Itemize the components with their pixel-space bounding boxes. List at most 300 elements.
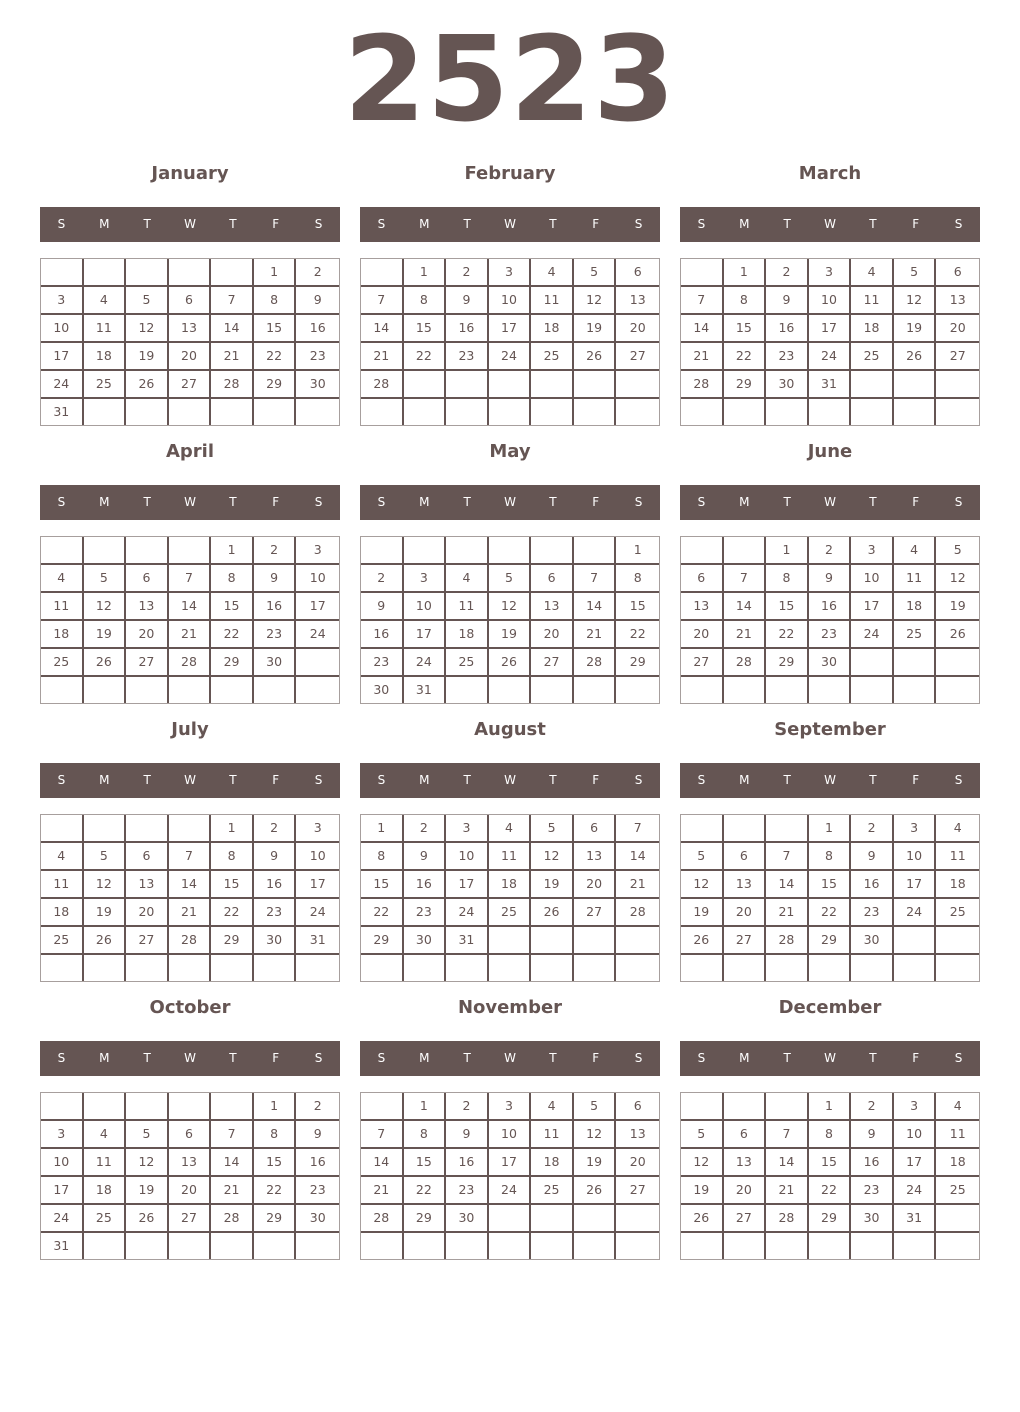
day-cell: 28 [211,371,254,399]
empty-cell [169,815,212,843]
day-cell: 28 [361,371,404,399]
day-cell: 23 [446,1177,489,1205]
day-cell: 25 [489,899,532,927]
day-cell: 26 [894,343,937,371]
weekday-label: M [739,1051,750,1065]
day-cell: 14 [169,871,212,899]
empty-cell [681,1093,724,1121]
day-cell: 23 [296,1177,339,1205]
month-title: April [165,441,215,462]
weekday-label: M [419,773,430,787]
weekday-label: S [697,217,706,231]
day-cell: 27 [616,343,659,371]
day-cell: 23 [851,899,894,927]
day-cell: 28 [766,927,809,955]
day-cell: 14 [574,593,617,621]
day-cell: 13 [681,593,724,621]
day-grid [40,536,340,704]
weekday-label: T [869,495,877,509]
weekday-label: W [504,773,516,787]
day-cell: 29 [254,1205,297,1233]
weekday-label: M [99,773,110,787]
day-cell: 17 [41,1177,84,1205]
day-cell: 29 [404,1205,447,1233]
day-cell: 22 [211,899,254,927]
day-cell: 7 [766,1121,809,1149]
empty-cell [296,399,339,425]
empty-cell [531,927,574,955]
day-cell: 8 [404,1121,447,1149]
empty-cell [296,1233,339,1259]
day-cell: 23 [404,899,447,927]
day-cell: 31 [894,1205,937,1233]
day-cell: 21 [766,899,809,927]
day-cell: 30 [361,677,404,703]
day-cell: 1 [404,259,447,287]
empty-cell [574,1233,617,1259]
empty-cell [531,371,574,399]
day-cell: 27 [126,649,169,677]
day-cell: 11 [531,287,574,315]
empty-cell [169,1093,212,1121]
weekday-label: F [912,1051,920,1065]
day-cell: 10 [404,593,447,621]
day-cell: 22 [809,899,852,927]
empty-cell [84,537,127,565]
empty-cell [41,537,84,565]
day-cell: 24 [489,1177,532,1205]
day-cell: 28 [574,649,617,677]
weekday-label: F [592,495,600,509]
day-cell: 3 [446,815,489,843]
day-cell: 4 [936,1093,979,1121]
day-cell: 28 [724,649,767,677]
day-cell: 21 [616,871,659,899]
empty-cell [766,1093,809,1121]
day-cell: 13 [169,315,212,343]
day-cell: 11 [84,1149,127,1177]
weekday-header [40,485,340,520]
day-cell: 27 [681,649,724,677]
empty-cell [616,677,659,703]
weekday-label: F [272,217,280,231]
empty-cell [169,537,212,565]
day-cell: 2 [296,1093,339,1121]
weekday-label: W [824,495,836,509]
day-cell: 4 [894,537,937,565]
day-cell: 31 [296,927,339,955]
empty-cell [126,955,169,981]
empty-cell [574,1205,617,1233]
day-cell: 14 [616,843,659,871]
empty-cell [361,537,404,565]
day-cell: 9 [851,1121,894,1149]
day-cell: 5 [531,815,574,843]
day-cell: 19 [84,621,127,649]
empty-cell [724,815,767,843]
day-cell: 10 [41,1149,84,1177]
empty-cell [41,259,84,287]
day-cell: 5 [126,287,169,315]
day-cell: 20 [574,871,617,899]
day-cell: 24 [404,649,447,677]
weekday-label: F [592,773,600,787]
weekday-label: W [824,1051,836,1065]
weekday-header [360,207,660,242]
empty-cell [894,371,937,399]
weekday-label: T [783,773,791,787]
empty-cell [724,537,767,565]
day-cell: 18 [851,315,894,343]
day-cell: 7 [211,1121,254,1149]
weekday-label: T [143,217,151,231]
empty-cell [894,399,937,425]
day-cell: 11 [446,593,489,621]
day-cell: 23 [254,899,297,927]
day-grid [360,1092,660,1260]
day-cell: 11 [851,287,894,315]
weekday-label: S [954,495,963,509]
day-cell: 11 [41,593,84,621]
empty-cell [616,399,659,425]
empty-cell [724,1093,767,1121]
empty-cell [489,399,532,425]
day-cell: 18 [531,315,574,343]
weekday-label: F [912,217,920,231]
empty-cell [724,955,767,981]
day-grid [40,258,340,426]
empty-cell [851,649,894,677]
empty-cell [126,399,169,425]
empty-cell [41,1093,84,1121]
empty-cell [169,955,212,981]
day-cell: 11 [894,565,937,593]
day-cell: 1 [809,1093,852,1121]
day-cell: 14 [361,315,404,343]
weekday-label: S [697,1051,706,1065]
empty-cell [169,677,212,703]
empty-cell [41,677,84,703]
weekday-label: W [184,773,196,787]
weekday-label: F [592,217,600,231]
day-cell: 5 [681,843,724,871]
day-cell: 21 [169,899,212,927]
weekday-label: T [143,773,151,787]
empty-cell [126,259,169,287]
day-cell: 1 [809,815,852,843]
empty-cell [211,1093,254,1121]
empty-cell [616,1233,659,1259]
day-cell: 20 [724,899,767,927]
day-cell: 13 [616,287,659,315]
weekday-label: W [504,1051,516,1065]
day-cell: 9 [404,843,447,871]
weekday-label: S [954,1051,963,1065]
month-title: June [807,441,853,462]
day-grid [680,536,980,704]
empty-cell [296,649,339,677]
day-cell: 29 [211,649,254,677]
day-grid [680,258,980,426]
day-cell: 2 [361,565,404,593]
empty-cell [126,1233,169,1259]
weekday-label: T [229,773,237,787]
day-cell: 2 [809,537,852,565]
day-cell: 14 [211,315,254,343]
day-cell: 7 [169,565,212,593]
day-cell: 4 [41,843,84,871]
day-cell: 10 [446,843,489,871]
empty-cell [936,399,979,425]
day-cell: 17 [41,343,84,371]
weekday-label: S [314,773,323,787]
weekday-header [40,763,340,798]
empty-cell [361,259,404,287]
day-cell: 19 [126,1177,169,1205]
day-cell: 22 [254,343,297,371]
empty-cell [851,955,894,981]
day-cell: 6 [724,1121,767,1149]
day-cell: 22 [724,343,767,371]
empty-cell [574,677,617,703]
day-cell: 6 [616,1093,659,1121]
day-cell: 24 [851,621,894,649]
empty-cell [724,1233,767,1259]
day-cell: 17 [894,1149,937,1177]
empty-cell [404,371,447,399]
day-cell: 1 [254,1093,297,1121]
day-cell: 3 [851,537,894,565]
day-cell: 9 [766,287,809,315]
day-grid [40,814,340,982]
day-cell: 13 [724,871,767,899]
empty-cell [531,1205,574,1233]
day-cell: 13 [169,1149,212,1177]
month-title: August [474,719,546,740]
day-cell: 30 [254,927,297,955]
day-cell: 16 [404,871,447,899]
day-cell: 1 [254,259,297,287]
empty-cell [809,677,852,703]
day-cell: 5 [84,565,127,593]
month-title: November [457,997,563,1018]
empty-cell [936,955,979,981]
empty-cell [681,815,724,843]
day-cell: 21 [169,621,212,649]
weekday-label: S [954,217,963,231]
empty-cell [616,927,659,955]
empty-cell [41,815,84,843]
day-cell: 20 [681,621,724,649]
empty-cell [894,1233,937,1259]
day-cell: 31 [809,371,852,399]
empty-cell [851,1233,894,1259]
day-cell: 15 [211,593,254,621]
day-cell: 20 [126,621,169,649]
weekday-label: T [869,217,877,231]
day-cell: 26 [681,927,724,955]
weekday-label: S [634,773,643,787]
empty-cell [254,1233,297,1259]
day-cell: 17 [851,593,894,621]
day-cell: 4 [851,259,894,287]
day-cell: 13 [724,1149,767,1177]
day-cell: 3 [809,259,852,287]
day-cell: 6 [724,843,767,871]
empty-cell [809,399,852,425]
empty-cell [851,399,894,425]
weekday-label: S [377,1051,386,1065]
month-title: July [171,719,209,740]
day-cell: 12 [574,1121,617,1149]
day-cell: 29 [254,371,297,399]
empty-cell [126,677,169,703]
day-grid [680,1092,980,1260]
day-cell: 9 [446,287,489,315]
day-cell: 7 [681,287,724,315]
empty-cell [894,649,937,677]
weekday-label: T [229,1051,237,1065]
day-cell: 18 [84,343,127,371]
day-cell: 30 [296,371,339,399]
day-cell: 26 [126,371,169,399]
day-cell: 3 [489,259,532,287]
day-cell: 5 [681,1121,724,1149]
day-cell: 25 [41,927,84,955]
day-cell: 16 [446,1149,489,1177]
day-cell: 13 [936,287,979,315]
empty-cell [489,677,532,703]
day-grid [680,814,980,982]
day-cell: 17 [489,315,532,343]
day-cell: 12 [531,843,574,871]
weekday-label: T [549,773,557,787]
empty-cell [766,815,809,843]
day-cell: 27 [169,1205,212,1233]
day-cell: 2 [296,259,339,287]
day-cell: 22 [404,1177,447,1205]
day-cell: 12 [681,871,724,899]
day-cell: 27 [724,927,767,955]
day-cell: 3 [404,565,447,593]
day-cell: 6 [681,565,724,593]
day-cell: 11 [531,1121,574,1149]
day-cell: 12 [126,315,169,343]
day-cell: 18 [489,871,532,899]
day-cell: 28 [361,1205,404,1233]
day-cell: 20 [169,1177,212,1205]
day-cell: 1 [404,1093,447,1121]
day-cell: 26 [489,649,532,677]
day-cell: 11 [936,1121,979,1149]
day-cell: 10 [894,1121,937,1149]
empty-cell [254,677,297,703]
day-cell: 9 [296,287,339,315]
day-cell: 11 [489,843,532,871]
day-cell: 7 [574,565,617,593]
weekday-label: T [229,495,237,509]
empty-cell [489,927,532,955]
day-cell: 24 [489,343,532,371]
day-cell: 25 [84,1205,127,1233]
weekday-label: T [869,1051,877,1065]
empty-cell [211,399,254,425]
day-cell: 23 [361,649,404,677]
weekday-label: T [783,495,791,509]
empty-cell [489,537,532,565]
day-cell: 25 [531,1177,574,1205]
day-cell: 8 [809,843,852,871]
day-cell: 9 [296,1121,339,1149]
day-cell: 21 [361,343,404,371]
weekday-label: M [99,495,110,509]
day-cell: 22 [361,899,404,927]
weekday-label: T [783,1051,791,1065]
weekday-label: S [697,495,706,509]
weekday-label: W [184,495,196,509]
month-title: February [464,163,556,184]
weekday-label: T [143,495,151,509]
day-cell: 27 [936,343,979,371]
empty-cell [616,371,659,399]
empty-cell [809,1233,852,1259]
year-title: 2523 [343,10,677,148]
day-cell: 12 [84,593,127,621]
day-cell: 19 [681,899,724,927]
day-cell: 16 [254,871,297,899]
empty-cell [531,537,574,565]
empty-cell [531,399,574,425]
weekday-label: S [57,217,66,231]
day-cell: 17 [894,871,937,899]
day-cell: 10 [809,287,852,315]
day-cell: 22 [404,343,447,371]
day-cell: 8 [254,287,297,315]
day-cell: 27 [126,927,169,955]
empty-cell [574,955,617,981]
empty-cell [574,399,617,425]
day-cell: 18 [894,593,937,621]
weekday-label: F [912,773,920,787]
month-title: December [778,997,882,1018]
day-cell: 7 [211,287,254,315]
day-cell: 7 [361,1121,404,1149]
day-cell: 21 [724,621,767,649]
day-cell: 4 [489,815,532,843]
weekday-label: F [912,495,920,509]
empty-cell [809,955,852,981]
empty-cell [446,537,489,565]
day-cell: 7 [724,565,767,593]
day-cell: 27 [616,1177,659,1205]
day-cell: 21 [211,1177,254,1205]
day-cell: 30 [296,1205,339,1233]
empty-cell [446,1233,489,1259]
day-cell: 1 [766,537,809,565]
day-cell: 12 [936,565,979,593]
day-cell: 23 [446,343,489,371]
month-title: October [149,997,231,1018]
empty-cell [84,815,127,843]
empty-cell [126,537,169,565]
weekday-label: M [419,495,430,509]
day-cell: 7 [361,287,404,315]
day-cell: 11 [84,315,127,343]
empty-cell [446,677,489,703]
day-cell: 20 [724,1177,767,1205]
day-cell: 10 [489,287,532,315]
day-cell: 27 [169,371,212,399]
